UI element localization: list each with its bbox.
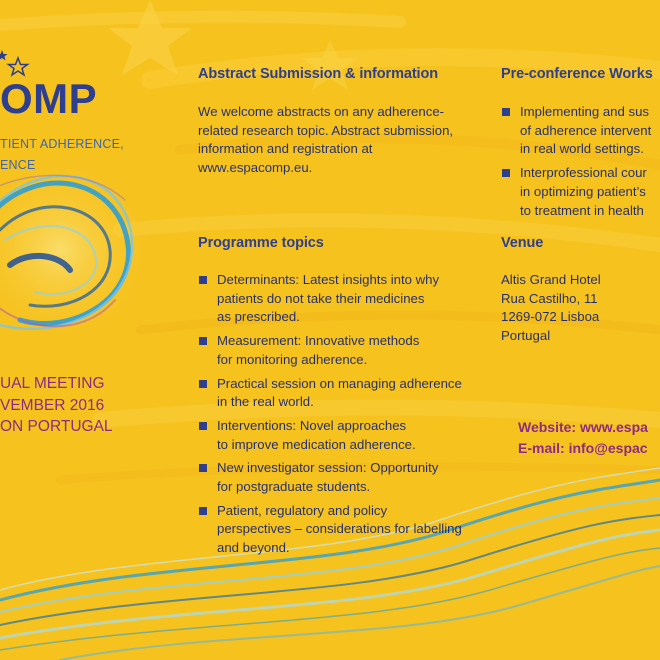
workshop-item (501, 164, 660, 220)
programme-topic-line: perspectives – considerations for labelling (217, 521, 462, 537)
programme-topic-line: and beyond. (217, 540, 290, 556)
contact-block (518, 417, 648, 459)
programme-topic-line: New investigator session: Opportunity (217, 460, 439, 476)
programme-topic-item (198, 332, 498, 369)
abstract-line: We welcome abstracts on any adherence- (198, 104, 445, 119)
programme-topic-line: Interventions: Novel approaches (217, 417, 407, 433)
venue-address (501, 271, 601, 346)
email-link[interactable]: E-mail: info@espac (518, 440, 648, 456)
meeting-line: ON PORTUGAL (0, 418, 113, 435)
programme-topic-line: Measurement: Innovative methods (217, 333, 420, 349)
abstract-text (198, 103, 453, 178)
programme-topic-line: for monitoring adherence. (217, 351, 368, 367)
workshop-line: of adherence intervent (520, 122, 652, 138)
abstract-line: information and registration at (198, 141, 373, 157)
website-link[interactable]: Website: www.espa (518, 419, 648, 435)
venue-line: Portugal (501, 328, 551, 344)
workshop-line: to treatment in health (520, 202, 644, 218)
workshops-list (501, 103, 660, 225)
meeting-line: UAL MEETING (0, 375, 105, 392)
workshop-line: in real world settings. (520, 141, 644, 157)
workshop-item (501, 103, 660, 159)
programme-topic-item (198, 271, 498, 327)
programme-heading: Programme topics (198, 235, 324, 251)
programme-topic-line: as prescribed. (217, 309, 300, 325)
logo-subtitle (0, 134, 124, 176)
workshop-line: in optimizing patient’s (520, 183, 646, 199)
programme-topic-item (198, 459, 498, 496)
venue-line: Altis Grand Hotel (501, 272, 601, 287)
workshop-line: Implementing and sus (520, 104, 650, 119)
venue-heading: Venue (501, 235, 544, 251)
venue-line: Rua Castilho, 11 (501, 290, 598, 306)
programme-topic-line: for postgraduate students. (217, 479, 371, 495)
programme-topic-line: in the real world. (217, 394, 314, 410)
logo-wordmark: OMP (0, 75, 98, 122)
abstract-line: related research topic. Abstract submission, (198, 122, 454, 138)
programme-topic-line: patients do not take their medicines (217, 290, 425, 306)
venue-line: 1269-072 Lisboa (501, 309, 600, 325)
meeting-info (0, 373, 113, 438)
programme-topic-line: Practical session on managing adherence (217, 375, 462, 391)
programme-topic-item (198, 375, 498, 412)
programme-topic-line: to improve medication adherence. (217, 436, 416, 452)
programme-topic-item (198, 417, 498, 454)
workshops-heading: Pre-conference Works (501, 66, 653, 82)
programme-topic-line: Patient, regulatory and policy (217, 502, 388, 518)
programme-topic-item (198, 502, 498, 558)
logo-subtitle-line: TIENT ADHERENCE, (0, 137, 124, 151)
programme-list (198, 271, 498, 563)
meeting-line: VEMBER 2016 (0, 396, 105, 414)
abstract-heading: Abstract Submission & information (198, 66, 439, 82)
workshop-line: Interprofessional cour (520, 165, 647, 181)
abstract-website-link[interactable]: www.espacomp.eu. (198, 160, 313, 176)
logo-subtitle-line: ENCE (0, 158, 36, 172)
programme-topic-line: Determinants: Latest insights into why (217, 272, 440, 287)
